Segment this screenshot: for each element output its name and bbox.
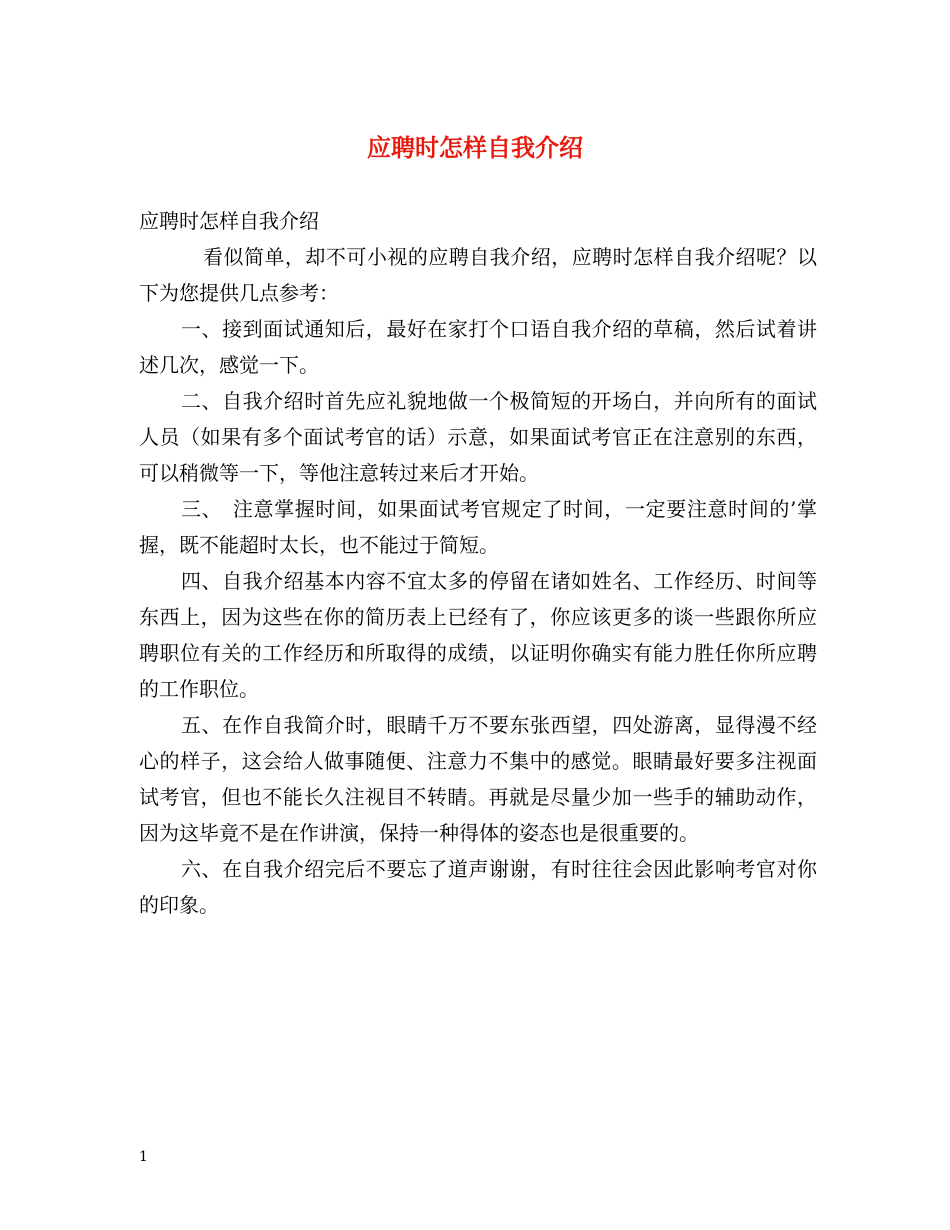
paragraph-4: 四、自我介绍基本内容不宜太多的停留在诸如姓名、工作经历、时间等东西上，因为这些在你的简历表上已经有了，你应该更多的谈一些跟你所应聘职位有关的工作经历和所取得的成绩，以证明你确实有能力胜任你所应聘的工作职位。 bbox=[139, 569, 817, 701]
paragraph-6: 六、在自我介绍完后不要忘了道声谢谢，有时往往会因此影响考官对你的印象。 bbox=[139, 857, 817, 917]
paragraph-2: 二、自我介绍时首先应礼貌地做一个极简短的开场白，并向所有的面试人员（如果有多个面试考官的话）示意，如果面试考官正在注意别的东西，可以稍微等一下，等他注意转过来后才开始。 bbox=[139, 389, 817, 485]
paragraph-3: 三、 注意掌握时间，如果面试考官规定了时间，一定要注意时间的’掌握，既不能超时太长，也不能过于简短。 bbox=[139, 497, 817, 557]
document-title: 应聘时怎样自我介绍 bbox=[367, 133, 583, 162]
page-number: 1 bbox=[139, 1149, 148, 1165]
document-body bbox=[139, 203, 817, 923]
intro-paragraph: 看似简单，却不可小视的应聘自我介绍，应聘时怎样自我介绍呢？以下为您提供几点参考： bbox=[139, 245, 817, 305]
paragraph-5: 五、在作自我简介时，眼睛千万不要东张西望，四处游离，显得漫不经心的样子，这会给人做事随便、注意力不集中的感觉。眼睛最好要多注视面试考官，但也不能长久注视目不转睛。再就是尽量少加一些手的辅助动作，因为这毕竟不是在作讲演，保持一种得体的姿态也是很重要的。 bbox=[139, 713, 817, 845]
document-subtitle: 应聘时怎样自我介绍 bbox=[139, 209, 319, 233]
paragraph-1: 一、接到面试通知后，最好在家打个口语自我介绍的草稿，然后试着讲述几次，感觉一下。 bbox=[139, 317, 817, 377]
